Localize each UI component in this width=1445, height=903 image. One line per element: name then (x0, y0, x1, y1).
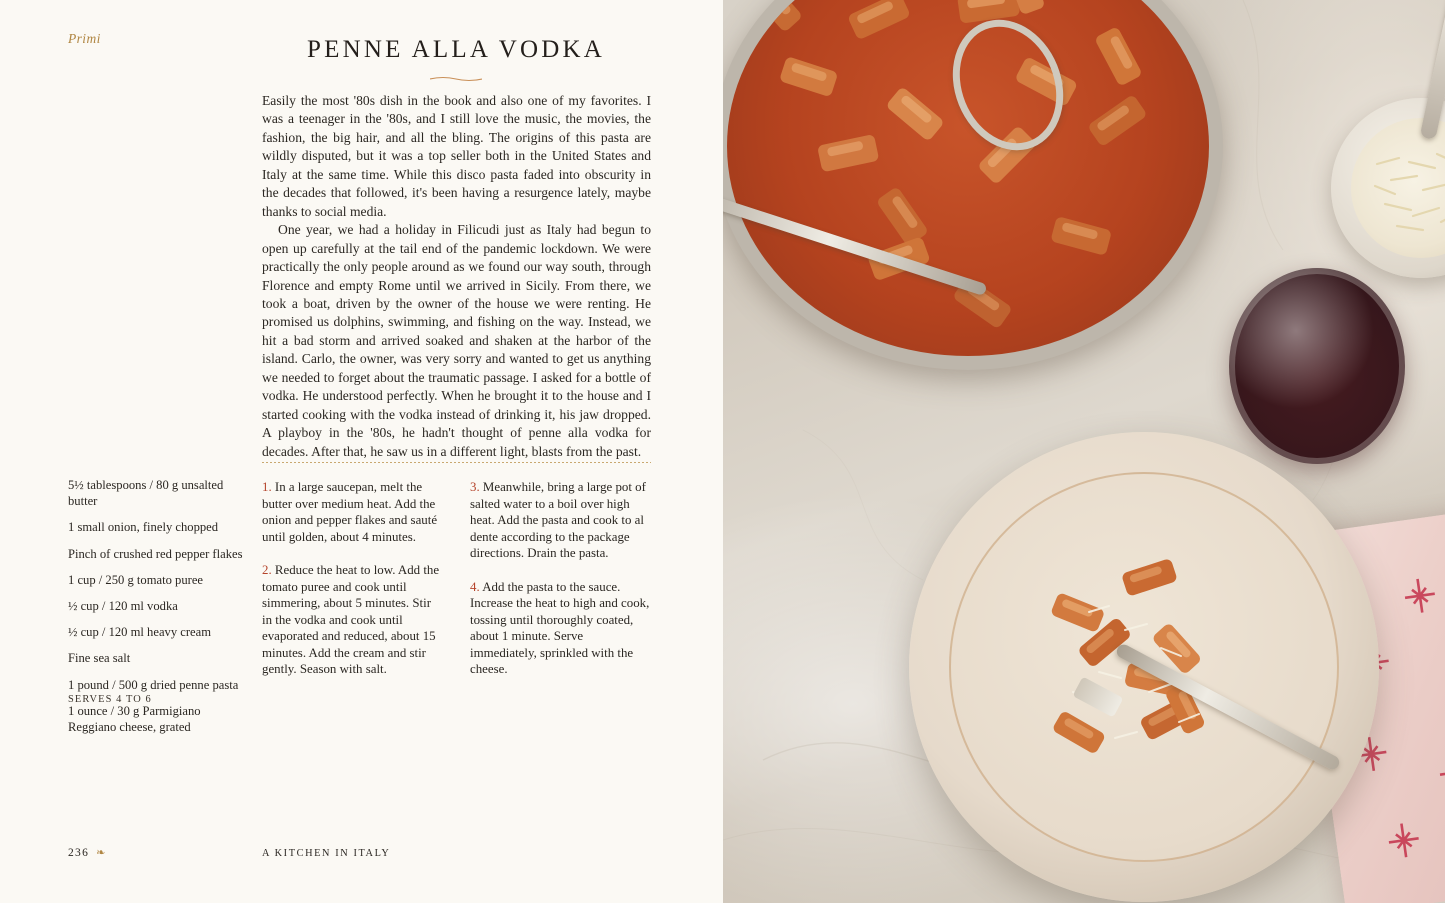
grated-cheese (1351, 118, 1445, 258)
chapter-label: Primi (68, 31, 101, 46)
title-ornament-rule (430, 76, 482, 82)
method-step (262, 562, 443, 678)
step-text: Meanwhile, bring a large pot of salted water to a boil over high heat. Add the pasta and cook to al dente according to the package directions. Drain the pasta. (470, 480, 646, 561)
method-step (262, 479, 443, 545)
leaf-ornament-icon: ❧ (96, 847, 107, 859)
headnote-paragraph-2: One year, we had a holiday in Filicudi just as Italy had begun to open up carefully at the tail end of the pandemic lockdown. We were practically the only people around as we found our way south, through Florence and empty Rome until we arrived in Sicily. From there, we took a boat, driven by the owner of the house we were renting. He promised us dolphins, swimming, and fishing on the way. Instead, we hit a bad storm and arrived soaked and shaken at the harbor of the island. Carlo, the owner, was very sorry and wanted to get us anything we needed to forget about the traumatic passage. I asked for a bottle of vodka. He understood perfectly. When he brought it to the house and I started cooking with the vodka instead of drinking it, his jaw dropped. A playboy in the '80s, he hadn't thought of penne alla vodka for decades. After that, he saw us in a different light, blasts from the past. (262, 222, 651, 459)
step-text: Reduce the heat to low. Add the tomato puree and cook until simmering, about 5 minutes. Stir in the vodka and cook until evaporated and reduced, about 15 minutes. Add the cream and stir gently. Season with salt. (262, 563, 440, 677)
step-text: In a large saucepan, melt the butter over medium heat. Add the onion and pepper flakes and sauté until golden, about 4 minutes. (262, 480, 438, 544)
serves-note: SERVES 4 TO 6 (68, 694, 152, 705)
running-head: A KITCHEN IN ITALY (262, 848, 391, 859)
ingredient-item: 5½ tablespoons / 80 g unsalted butter (68, 478, 224, 509)
method-divider-rule (262, 462, 651, 463)
step-number: 1. (262, 480, 272, 494)
folio (68, 846, 107, 859)
headnote-paragraph-1: Easily the most '80s dish in the book and also one of my favorites. I was a teenager in the '80s, and I still love the music, the movies, the fashion, the big hair, and all the bling. The origins of this pasta are wildly disputed, but it was a top seller both in the United States and Italy at the same time. While this disco pasta faded into obscurity in the decades that followed, it's been having a resurgence lately, maybe thanks to social media. (262, 93, 651, 219)
recipe-photograph (723, 0, 1445, 903)
ingredient-item: 1 small onion, finely chopped (68, 520, 219, 535)
step-number: 4. (470, 579, 480, 594)
ingredient-item: ½ cup / 120 ml heavy cream (68, 625, 212, 640)
page-number: 236 (68, 846, 90, 859)
ingredient-item: ½ cup / 120 ml vodka (68, 599, 178, 614)
ingredient-item: 1 ounce / 30 g Parmigiano Reggiano cheese, grated (68, 703, 201, 735)
step-number: 2. (262, 563, 272, 578)
wine-glass (1229, 268, 1405, 464)
method-column-left (262, 479, 443, 695)
method-step (470, 479, 651, 562)
method-column-right (470, 479, 651, 695)
step-text: Add the pasta to the sauce. Increase the heat to high and cook, tossing until thoroughly coated, about 1 minute. Serve immediately, sprinkled with the cheese. (470, 579, 650, 677)
ingredient-item: Fine sea salt (68, 651, 131, 666)
ingredient-item: Pinch of crushed red pepper flakes (68, 546, 243, 561)
step-number: 3. (470, 480, 480, 494)
recipe-headnote (262, 92, 651, 461)
ingredient-item: 1 pound / 500 g dried penne pasta (68, 677, 239, 692)
method-steps (262, 479, 651, 695)
method-step (470, 579, 651, 678)
page-title: PENNE ALLA VODKA (307, 36, 605, 63)
ingredient-item: 1 cup / 250 g tomato puree (68, 572, 204, 587)
